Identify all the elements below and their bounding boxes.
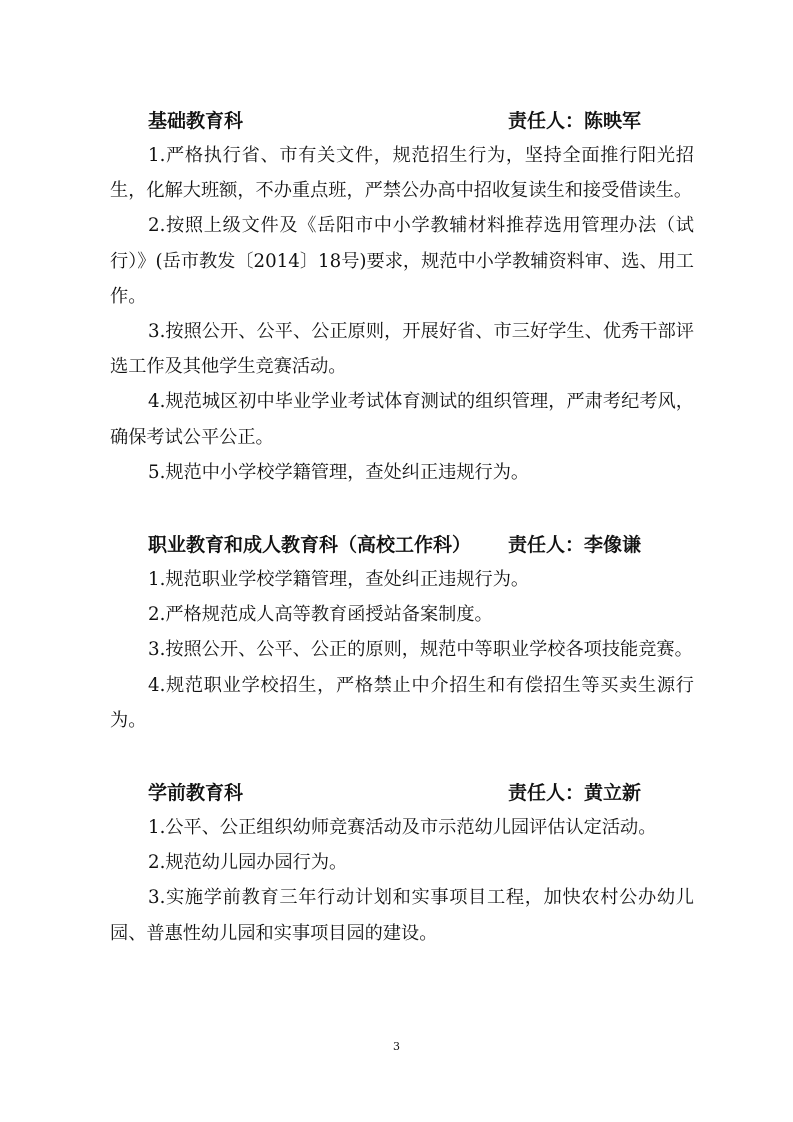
section-title: 学前教育科 [148, 782, 244, 805]
section-preschool-education [110, 776, 694, 951]
document-body [110, 104, 694, 989]
list-item: 4.规范职业学校招生，严格禁止中介招生和有偿招生等买卖生源行为。 [110, 674, 694, 731]
section-vocational-education [110, 528, 694, 738]
list-item: 2.严格规范成人高等教育函授站备案制度。 [148, 604, 493, 626]
page-number: 3 [393, 1040, 400, 1053]
list-item: 1.公平、公正组织幼师竞赛活动及市示范幼儿园评估认定活动。 [148, 817, 657, 839]
list-item: 3.按照公开、公平、公正的原则，规范中等职业学校各项技能竞赛。 [148, 639, 693, 661]
responsible-person: 责任人：李像谦 [508, 534, 642, 557]
section-header [110, 104, 694, 138]
list-item: 4.规范城区初中毕业学业考试体育测试的组织管理，严肃考纪考风，确保考试公平公正。 [110, 391, 694, 448]
list-item: 1.规范职业学校学籍管理，查处纠正违规行为。 [148, 569, 530, 591]
list-item: 5.规范中小学校学籍管理，查处纠正违规行为。 [148, 461, 530, 483]
responsible-person: 责任人：陈映军 [508, 110, 642, 132]
section-title: 基础教育科 [148, 110, 244, 132]
list-item: 2.规范幼儿园办园行为。 [148, 852, 348, 874]
list-item: 1.严格执行省、市有关文件，规范招生行为，坚持全面推行阳光招生，化解大班额，不办重点班，严禁公办高中招收复读生和接受借读生。 [110, 145, 694, 202]
responsible-person: 责任人：黄立新 [508, 782, 642, 805]
section-header [110, 776, 694, 810]
section-title: 职业教育和成人教育科（高校工作科） [148, 534, 472, 557]
list-item: 3.按照公开、公平、公正原则，开展好省、市三好学生、优秀干部评选工作及其他学生竞赛活动。 [110, 321, 694, 378]
list-item: 2.按照上级文件及《岳阳市中小学教辅材料推荐选用管理办法（试行）》(岳市教发〔2014〕18号)要求，规范中小学教辅资料审、选、用工作。 [110, 215, 694, 307]
section-basic-education [110, 104, 694, 490]
list-item: 3.实施学前教育三年行动计划和实事项目工程，加快农村公办幼儿园、普惠性幼儿园和实事项目园的建设。 [110, 887, 694, 944]
section-header [110, 528, 694, 562]
